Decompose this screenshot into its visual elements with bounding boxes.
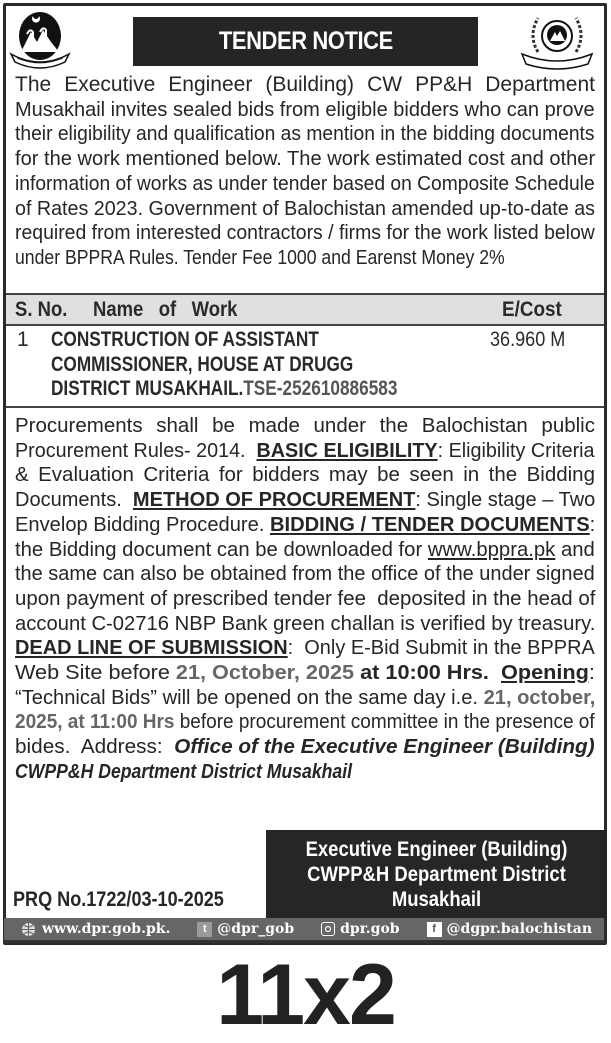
intro-line	[15, 197, 595, 222]
body-text: :	[589, 512, 596, 536]
facebook-icon: f	[427, 922, 442, 937]
intro-line	[15, 246, 595, 271]
body-line	[15, 439, 595, 464]
intro-line	[15, 147, 595, 172]
body-text: and	[555, 537, 595, 561]
tender-notice-banner	[133, 17, 478, 66]
body-text: :	[588, 661, 595, 685]
opening-date: 21, october,	[483, 685, 596, 709]
signature-block	[266, 830, 607, 918]
col-name-label: Name of Work	[93, 298, 238, 321]
footer-facebook[interactable]	[427, 921, 592, 937]
body-line	[15, 587, 595, 612]
method-of-procurement-heading: METHOD OF PROCUREMENT	[132, 488, 416, 512]
footer-instagram[interactable]	[321, 921, 399, 937]
body-line	[15, 661, 595, 686]
body-line	[15, 538, 595, 563]
col-cost-header	[502, 298, 569, 322]
intro-line-text: their eligibility and qualification as mention in the bidding documents	[15, 122, 595, 146]
work-line: CONSTRUCTION OF ASSISTANT	[51, 328, 319, 351]
intro-line-text: Musakhail invites sealed bids from eligible bidders who can prove	[15, 97, 595, 121]
work-line-text: DISTRICT MUSAKHAIL.	[51, 377, 244, 400]
body-line-text	[15, 735, 595, 760]
row-work-name	[51, 328, 474, 402]
body-text: the same can also be obtained from the office of the under signed	[15, 562, 595, 586]
opening-time: 2025, at 11:00 Hrs	[15, 710, 175, 734]
body-text: Documents.	[15, 488, 133, 512]
bidding-documents-heading: BIDDING / TENDER DOCUMENTS	[270, 512, 590, 536]
body-text: the Bidding document can be downloaded for	[15, 537, 428, 561]
col-sno-label: S. No.	[15, 298, 68, 321]
body-line-text	[15, 661, 595, 686]
body-line-text	[15, 710, 595, 735]
intro-paragraph	[15, 73, 595, 271]
body-line	[15, 488, 595, 513]
body-line	[15, 562, 595, 587]
footer-bar	[4, 918, 604, 943]
intro-line-text: of Rates 2023. Government of Balochistan amended up-to-date as	[15, 196, 595, 220]
col-sno-header	[15, 298, 75, 322]
body-text: Procurement Rules- 2014.	[15, 438, 257, 462]
prq-number	[13, 888, 258, 912]
basic-eligibility-heading: BASIC ELIGIBILITY	[256, 438, 438, 462]
prq-text: PRQ No.1722/03-10-2025	[13, 888, 224, 911]
signature-line: Executive Engineer (Building)	[305, 837, 568, 861]
body-paragraph	[15, 414, 595, 785]
body-line-text	[15, 686, 595, 711]
body-text: bides. Address:	[15, 735, 175, 759]
row-cost	[490, 328, 578, 352]
col-name-header	[93, 298, 257, 322]
body-line	[15, 463, 595, 488]
body-text: Envelop Bidding Procedure.	[15, 512, 271, 536]
page-title: TENDER NOTICE	[218, 27, 393, 55]
body-line-text	[15, 513, 595, 538]
row-cost-value: 36.960 M	[490, 328, 566, 351]
dgpr-emblem-logo	[516, 8, 598, 70]
body-text: & Evaluation Criteria for bidders may be seen in the Bidding	[15, 463, 595, 487]
body-line	[15, 612, 595, 637]
row-sno: 1	[17, 328, 29, 351]
body-line-text	[15, 439, 595, 464]
body-line	[15, 414, 595, 439]
signature-line: CWPP&H Department District	[307, 862, 566, 886]
body-line-text	[15, 538, 595, 563]
footer-website[interactable]	[20, 921, 170, 937]
spacer	[489, 661, 501, 684]
globe-icon	[20, 922, 37, 937]
instagram-handle: dpr.gob	[340, 921, 400, 937]
footer-twitter[interactable]	[197, 921, 294, 937]
twitter-icon: t	[197, 922, 212, 937]
deadline-time: at 10:00 Hrs.	[354, 661, 489, 685]
col-cost-label: E/Cost	[502, 298, 562, 321]
work-line: COMMISSIONER, HOUSE AT DRUGG	[51, 352, 354, 376]
body-line	[15, 760, 595, 785]
body-text: account C-02716 NBP Bank green challan is verified by treasury.	[15, 611, 596, 635]
website-text: www.dpr.gob.pk.	[42, 921, 171, 937]
intro-line-text: required from interested contractors / firms for the work listed below	[15, 221, 595, 245]
instagram-icon	[321, 922, 335, 936]
work-line-last	[51, 377, 397, 402]
table-header	[6, 293, 604, 326]
ad-size-label: 11x2	[216, 947, 395, 1043]
office-address: Office of the Executive Engineer (Building)	[174, 735, 595, 759]
body-line	[15, 710, 595, 735]
body-line	[15, 686, 595, 711]
body-text: “Technical Bids” will be opened on the same day i.e.	[15, 685, 484, 709]
body-line	[15, 636, 595, 661]
body-line	[15, 735, 595, 760]
body-text: Procurements shall be made under the Balochistan public	[15, 414, 595, 437]
intro-line-text: under BPPRA Rules. Tender Fee 1000 and Earenst Money 2%	[15, 245, 505, 269]
facebook-handle: @dgpr.balochistan	[446, 921, 592, 937]
intro-line-text: information of works as under tender based on Composite Schedule	[15, 171, 595, 195]
office-address-cont: CWPP&H Department District Musakhail	[15, 759, 352, 783]
opening-heading: Opening	[500, 661, 589, 685]
body-line-text	[15, 636, 595, 661]
body-text: before procurement committee in the presence of	[174, 710, 595, 734]
deadline-date: 21, October, 2025	[175, 661, 355, 685]
body-text: upon payment of prescribed tender fee deposited in the head of	[15, 586, 596, 610]
tse-number: TSE-252610886583	[243, 377, 398, 400]
intro-line	[15, 98, 595, 123]
deadline-heading: DEAD LINE OF SUBMISSION	[15, 636, 288, 660]
table-row	[6, 324, 604, 408]
intro-line: The Executive Engineer (Building) CW PP&H Department	[15, 73, 595, 96]
body-line	[15, 513, 595, 538]
body-text: : Single stage – Two	[415, 488, 596, 512]
body-text: : Only E-Bid Submit in the BPPRA	[287, 636, 595, 660]
intro-line	[15, 122, 595, 147]
intro-line	[15, 172, 595, 197]
intro-line	[15, 221, 595, 246]
twitter-handle: @dpr_gob	[217, 921, 295, 937]
intro-line-text: for the work mentioned below. The work estimated cost and other	[15, 147, 596, 171]
balochistan-emblem-logo	[7, 8, 73, 70]
body-text: Web Site before	[15, 661, 176, 685]
signature-line: Musakhail	[391, 887, 482, 911]
body-line-text	[15, 488, 595, 513]
bppra-link[interactable]: www.bppra.pk	[427, 537, 556, 561]
body-text: : Eligibility Criteria	[437, 438, 595, 462]
